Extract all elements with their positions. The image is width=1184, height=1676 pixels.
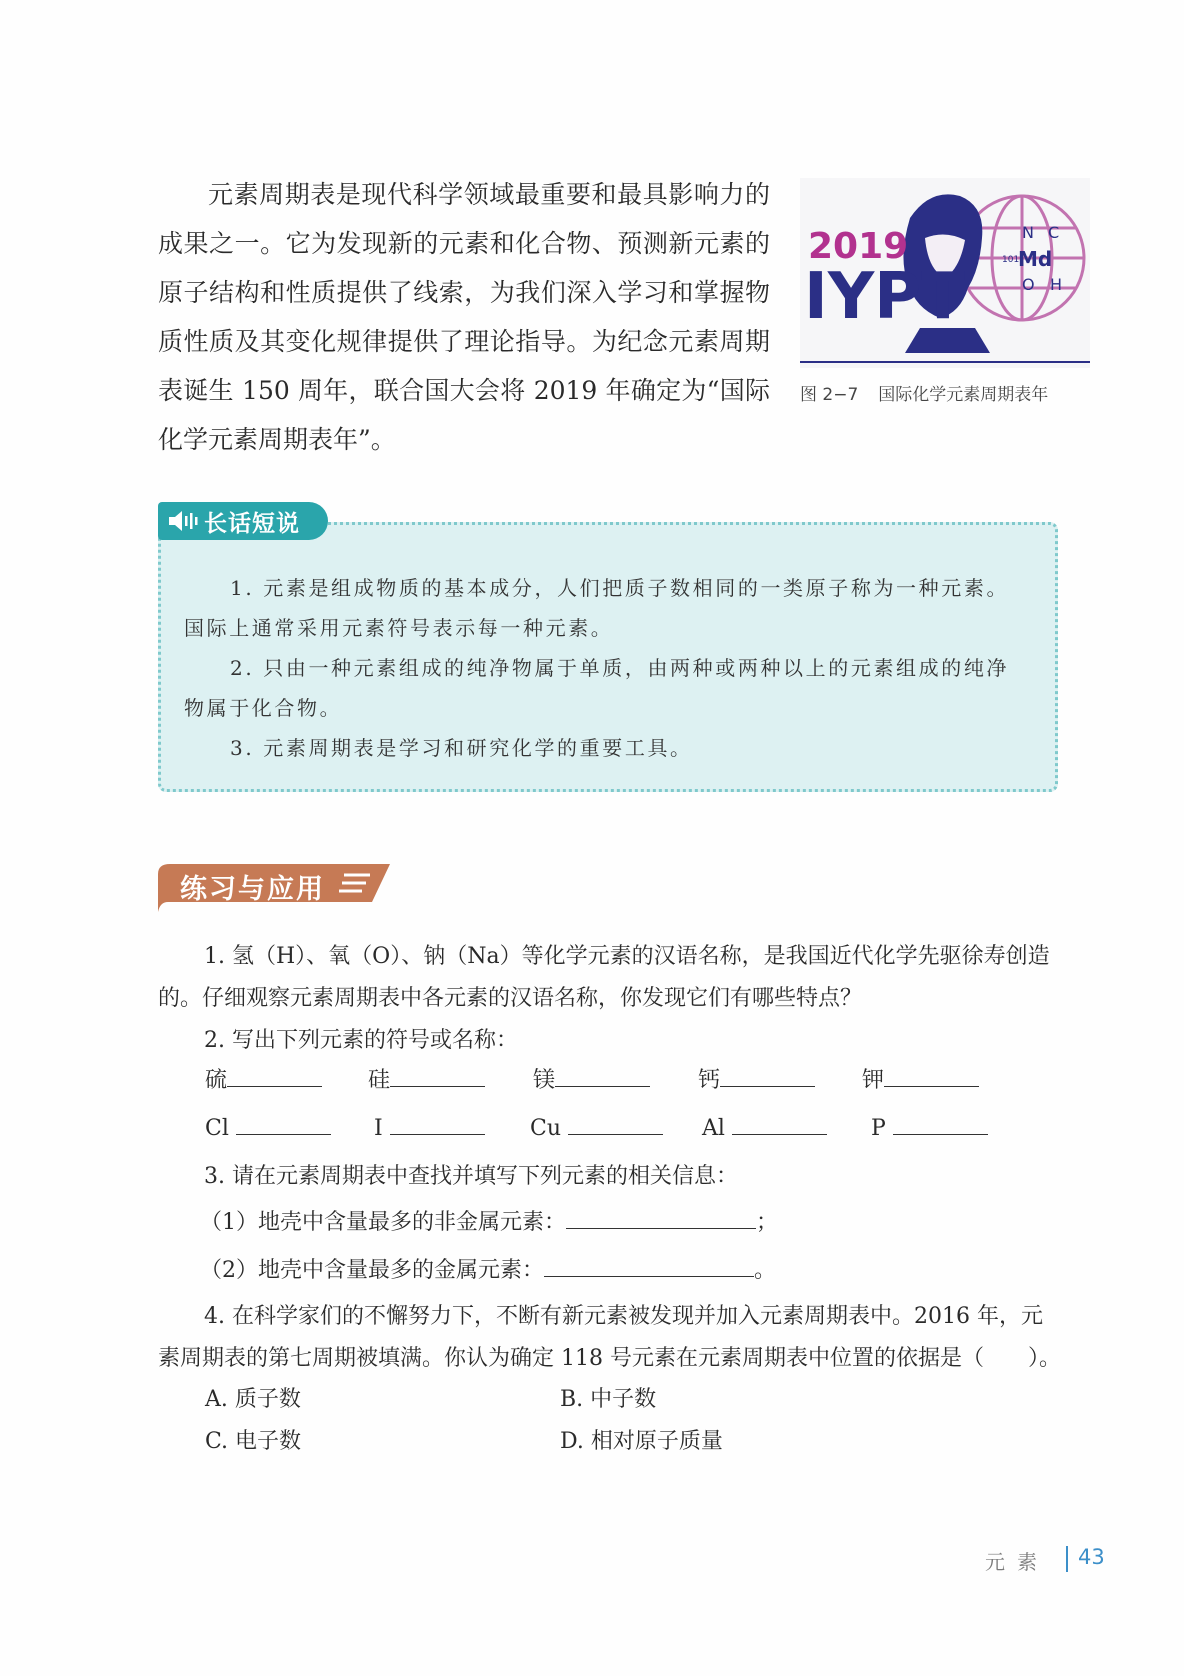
q2-row1-item-1: 硫 <box>205 1062 322 1094</box>
answer-blank[interactable] <box>720 1062 815 1087</box>
answer-blank[interactable] <box>884 1062 979 1087</box>
element-c-text: C <box>1048 223 1060 242</box>
answer-blank[interactable] <box>544 1252 754 1277</box>
question-3-1: （1）地壳中含量最多的非金属元素： ； <box>200 1204 778 1236</box>
summary-tab <box>158 502 328 540</box>
summary-item-1: 1. 元素是组成物质的基本成分，人们把质子数相同的一类原子称为一种元素。 <box>230 576 1010 600</box>
figure-number: 图 2−7 <box>800 385 859 405</box>
question-4 <box>158 1296 1062 1380</box>
q2-row1-item-2: 硅 <box>368 1062 485 1094</box>
logo-iypt-text: IYPT <box>804 260 965 334</box>
option-a[interactable]: A. 质子数 <box>205 1387 301 1412</box>
page-number: 43 <box>1078 1545 1105 1569</box>
q2-row1-item-3: 镁 <box>533 1062 650 1094</box>
answer-blank[interactable] <box>893 1110 988 1135</box>
question-4-text: 4. 在科学家们的不懈努力下，不断有新元素被发现并加入元素周期表中。2016 年，元素周期表的第七周期被填满。你认为确定 118 号元素在元素周期表中位置的依据是（ ）。 <box>158 1304 1061 1371</box>
answer-blank[interactable] <box>732 1110 827 1135</box>
summary-text <box>184 568 1034 768</box>
summary-item-3: 3. 元素周期表是学习和研究化学的重要工具。 <box>230 736 693 760</box>
element-h-text: H <box>1050 275 1063 294</box>
speaker-icon <box>166 508 200 534</box>
answer-blank[interactable] <box>390 1110 485 1135</box>
question-1 <box>158 936 1062 1020</box>
intro-text: 元素周期表是现代科学领域最重要和最具影响力的成果之一。它为发现新的元素和化合物、预测新元素的原子结构和性质提供了线索，为我们深入学习和掌握物质性质及其变化规律提供了理论指导。为纪念元素周期表诞生 150 周年，联合国大会将 2019 年确定为“国际化学元素周期表年”。 <box>158 180 770 454</box>
q2-row1-item-4: 钙 <box>698 1062 815 1094</box>
intro-paragraph <box>158 170 770 464</box>
q2-row2-item-1: Cl <box>205 1110 331 1141</box>
footer-chapter-label: 元素 <box>985 1550 1049 1574</box>
iypt-logo-figure <box>800 178 1090 368</box>
q2-row2-item-3: Cu <box>530 1110 663 1141</box>
practice-title: 练习与应用 <box>180 874 325 905</box>
element-md-text: Md <box>1018 247 1053 271</box>
footer-divider <box>1066 1546 1068 1572</box>
answer-blank[interactable] <box>568 1110 663 1135</box>
summary-item-1-cont: 国际上通常采用元素符号表示每一种元素。 <box>184 616 614 640</box>
option-b[interactable]: B. 中子数 <box>560 1387 657 1412</box>
question-1-text: 1. 氢（H）、氧（O）、钠（Na）等化学元素的汉语名称，是我国近代化学先驱徐寿创造的。仔细观察元素周期表中各元素的汉语名称，你发现它们有哪些特点？ <box>158 944 1050 1011</box>
option-c[interactable]: C. 电子数 <box>205 1429 302 1454</box>
answer-blank[interactable] <box>566 1204 756 1229</box>
question-3 <box>158 1156 1062 1198</box>
figure-caption-text: 国际化学元素周期表年 <box>878 385 1049 405</box>
answer-blank[interactable] <box>227 1062 322 1087</box>
answer-blank[interactable] <box>555 1062 650 1087</box>
option-d[interactable]: D. 相对原子质量 <box>560 1429 723 1454</box>
figure-caption <box>800 380 1068 405</box>
element-o-text: O <box>1022 275 1035 294</box>
q2-row2-item-5: P <box>871 1110 988 1141</box>
question-2-text: 2. 写出下列元素的符号或名称： <box>204 1028 518 1053</box>
q2-row2-item-4: Al <box>702 1110 827 1141</box>
summary-item-2: 2. 只由一种元素组成的纯净物属于单质，由两种或两种以上的元素组成的纯净 <box>230 656 1010 680</box>
summary-title: 长话短说 <box>204 510 300 537</box>
q2-row1-item-5: 钾 <box>862 1062 979 1094</box>
summary-item-2-cont: 物属于化合物。 <box>184 696 343 720</box>
element-n-text: N <box>1022 223 1034 242</box>
q2-row2-item-2: I <box>374 1110 485 1141</box>
answer-blank[interactable] <box>390 1062 485 1087</box>
question-3-2: （2）地壳中含量最多的金属元素： 。 <box>200 1252 776 1284</box>
question-3-text: 3. 请在元素周期表中查找并填写下列元素的相关信息： <box>204 1164 738 1189</box>
question-2 <box>158 1020 1062 1062</box>
logo-year-text: 2019 <box>808 226 909 267</box>
answer-blank[interactable] <box>236 1110 331 1135</box>
element-number-text: 101 <box>1002 255 1020 265</box>
